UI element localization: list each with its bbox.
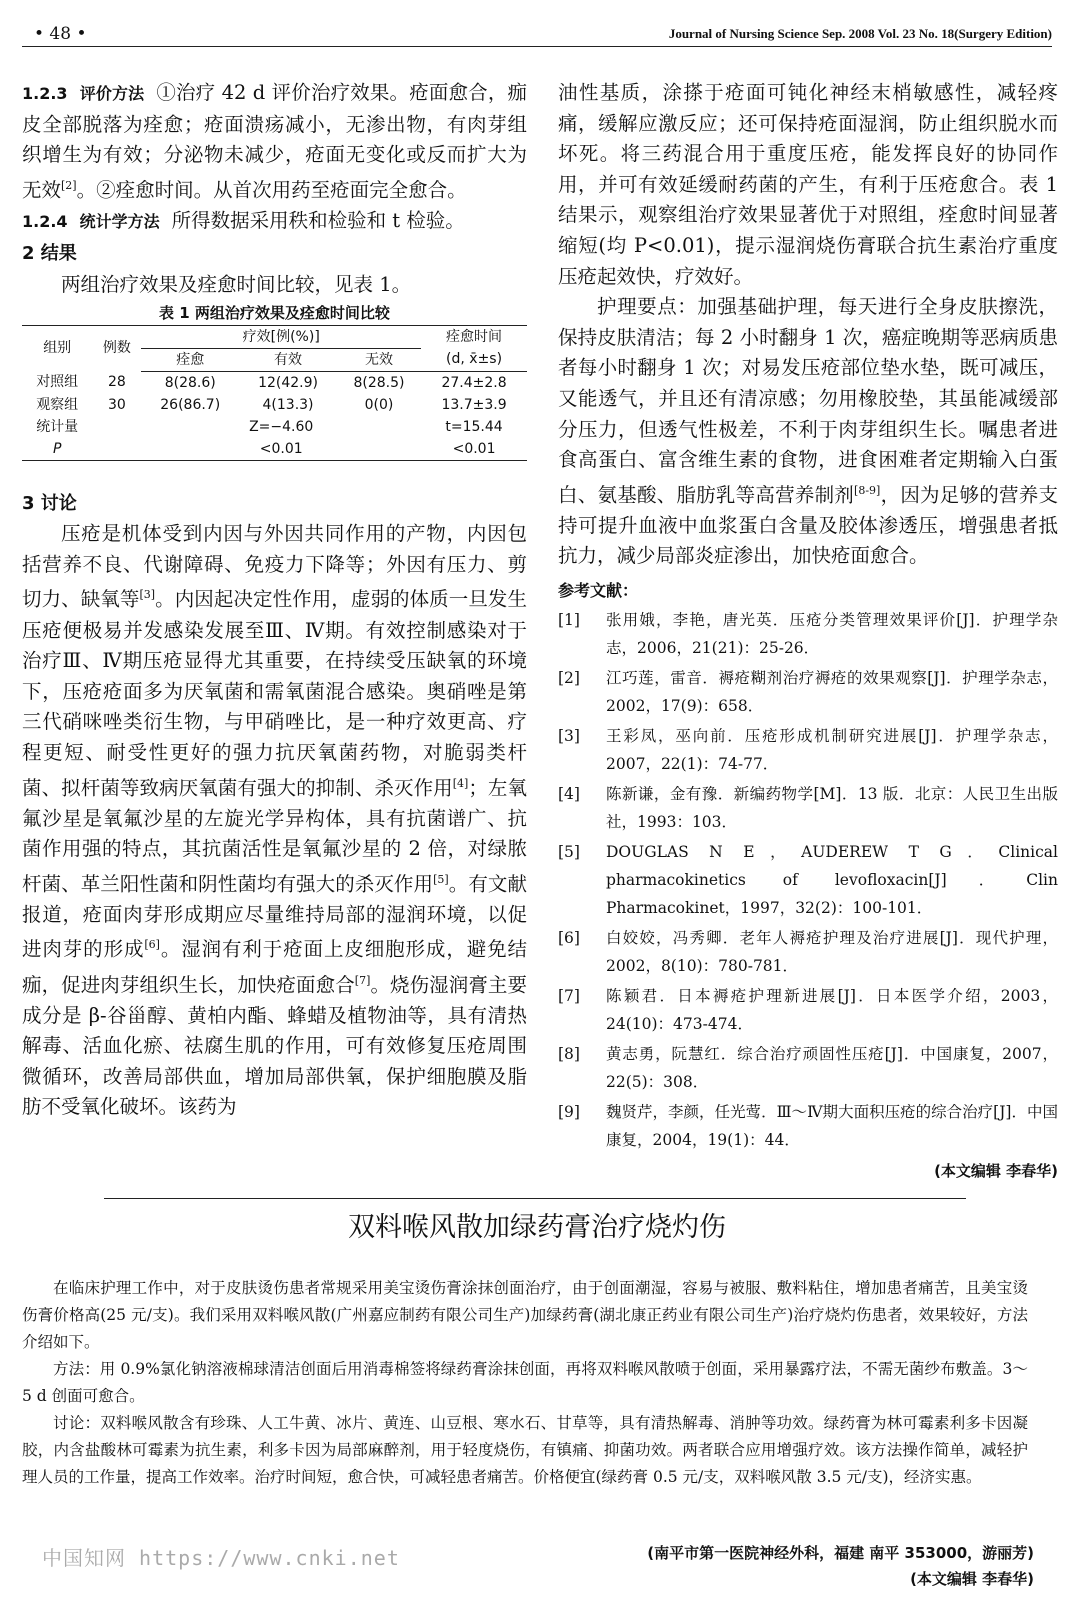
article-editor: (本文编辑 李春华) bbox=[910, 1570, 1034, 1588]
reference-item: [4] 陈新谦，金有豫．新编药物学[M]．13 版．北京：人民卫生出版社，1993：103． bbox=[558, 785, 1058, 831]
section-1-2-3: 1.2.3 评价方法 ①治疗 42 d 评价治疗效果。疮面愈合，痂皮全部脱落为痊愈；疮面溃疡减小，无渗出物，有肉芽组织增生为有效；分泌物未减少，疮面无变化或反而扩大为无效[2]。②痊愈时间。从首次用药至疮面完全愈合。 bbox=[22, 81, 527, 202]
table-caption: 表 1 两组治疗效果及痊愈时间比较 bbox=[159, 303, 390, 322]
article-discussion: 讨论：双料喉风散含有珍珠、人工牛黄、冰片、黄连、山豆根、寒水石、甘草等，具有清热解毒、消肿等功效。绿药膏为林可霉素利多卡因凝胶，内含盐酸林可霉素为抗生素，利多卡因为局部麻醉剂，用于轻度烧伤，有镇痛、抑菌功效。两者联合应用增强疗效。该方法操作简单，减轻护理人员的工作量，提高工作效率。治疗时间短，愈合快，可减轻患者痛苦。价格便宜(绿药膏 0.5 元/支，双料喉风散 3.5 元/支)，经济实惠。 bbox=[22, 1414, 1028, 1486]
short-article bbox=[22, 1275, 1028, 1491]
reference-list bbox=[558, 606, 1058, 1154]
reference-item: [9] 魏贤芹，李颜，任光莺．Ⅲ～Ⅳ期大面积压疮的综合治疗[J]．中国康复，2004，19(1)：44． bbox=[558, 1103, 1058, 1149]
article-signature bbox=[647, 1540, 1034, 1592]
references-heading: 参考文献： bbox=[558, 581, 639, 600]
article-intro: 在临床护理工作中，对于皮肤烫伤患者常规采用美宝烫伤膏涂抹创面治疗，由于创面潮湿，容易与被服、敷料粘住，增加患者痛苦，且美宝烫伤膏价格高(25 元/支)。我们采用双料喉风散(广州嘉应制药有限公司生产)加绿药膏(湖北康正药业有限公司生产)治疗烧灼伤患者，效果较好，方法介绍如下。 bbox=[22, 1279, 1028, 1351]
th-time: 痊愈时间 bbox=[446, 328, 503, 345]
article-title: 双料喉风散加绿药膏治疗烧灼伤 bbox=[348, 1212, 726, 1243]
article-method: 方法：用 0.9%氯化钠溶液棉球清洁创面后用消毒棉签将绿药膏涂抹创面，再将双料喉风散喷于创面，采用暴露疗法，不需无菌纱布敷盖。3～5 d 创面可愈合。 bbox=[22, 1360, 1028, 1405]
section-1-2-4: 1.2.4 统计学方法 所得数据采用秩和检验和 t 检验。 bbox=[22, 208, 465, 232]
th-group: 组别 bbox=[43, 340, 72, 357]
discussion-continued: 油性基质，涂搽于疮面可钝化神经末梢敏感性，减轻疼痛，缓解应激反应；还可保持疮面湿润，防止组织脱水而坏死。将三药混合用于重度压疮，能发挥良好的协同作用，并可有效延缓耐药菌的产生，有利于压疮愈合。表 1 结果示，观察组治疗效果显著优于对照组，痊愈时间显著缩短(均 P<0.01)，提示湿润烧伤膏联合抗生素治疗重度压疮起效快，疗效好。 bbox=[558, 81, 1058, 288]
th-effect: 疗效[例(%)] bbox=[141, 325, 421, 348]
section-2-heading: 2 结果 bbox=[22, 243, 77, 265]
editor-note: (本文编辑 李春华) bbox=[934, 1162, 1058, 1180]
table-row: 观察组 30 26(86.7) 4(13.3) 0(0) 13.7±3.9 bbox=[36, 396, 507, 413]
th-effective: 有效 bbox=[239, 348, 337, 371]
th-cured: 痊愈 bbox=[141, 348, 239, 371]
table-row: 对照组 28 8(28.6) 12(42.9) 8(28.5) 27.4±2.8 bbox=[36, 374, 507, 391]
results-text: 两组治疗效果及痊愈时间比较，见表 1。 bbox=[61, 273, 412, 297]
reference-item: [8] 黄志勇，阮慧红．综合治疗顽固性压疮[J]．中国康复，2007，22(5)：308． bbox=[558, 1045, 1058, 1091]
left-column bbox=[22, 78, 527, 1123]
nursing-points: 护理要点：加强基础护理，每天进行全身皮肤擦洗，保持皮肤清洁；每 2 小时翻身 1 次，癌症晚期等恶病质患者每小时翻身 1 次；对易发压疮部位垫水垫，既可减压，又能透气，并且还有清凉感；勿用橡胶垫，其虽能减缓部分压力，但透气性极差，不利于肉芽组织生长。嘱患者进食高蛋白、富含维生素的食物，进食困难者定期输入白蛋白、氨基酸、脂肪乳等高营养制剂[8-9]，因为足够的营养支持可提升血液中血浆蛋白含量及胶体渗透压，增强患者抵抗力，减少局部炎症渗出，加快疮面愈合。 bbox=[558, 295, 1058, 568]
th-time-unit: (d, x̄±s) bbox=[421, 348, 527, 371]
author-affiliation: (南平市第一医院神经外科，福建 南平 353000，游丽芳) bbox=[647, 1544, 1034, 1562]
cnki-watermark: 中国知网 https://www.cnki.net bbox=[42, 1546, 400, 1570]
reference-item: [3] 王彩凤，巫向前．压疮形成机制研究进展[J]．护理学杂志，2007，22(1)：74-77． bbox=[558, 727, 1058, 773]
article-divider bbox=[104, 1198, 966, 1199]
table-row-stat: 统计量 Z=−4.60 t=15.44 bbox=[36, 418, 503, 435]
page-number: • 48 • bbox=[34, 24, 87, 44]
running-header bbox=[22, 24, 1052, 47]
journal-name: Journal of Nursing Science Sep. 2008 Vol. 23 No. 18(Surgery Edition) bbox=[668, 26, 1052, 41]
table-row-p: P <0.01 <0.01 bbox=[52, 440, 496, 457]
th-none: 无效 bbox=[337, 348, 421, 371]
results-table bbox=[22, 325, 527, 461]
reference-item: [7] 陈颖君．日本褥疮护理新进展[J]．日本医学介绍，2003，24(10)：473-474． bbox=[558, 987, 1058, 1033]
right-column bbox=[558, 78, 1058, 1187]
reference-item: [6] 白姣姣，冯秀卿．老年人褥疮护理及治疗进展[J]．现代护理，2002，8(10)：780-781． bbox=[558, 929, 1058, 975]
section-3-heading: 3 讨论 bbox=[22, 492, 77, 514]
reference-item: [1] 张用娥，李艳，唐光英．压疮分类管理效果评价[J]．护理学杂志，2006，21(21)：25-26． bbox=[558, 611, 1058, 657]
discussion-paragraph: 压疮是机体受到内因与外因共同作用的产物，内因包括营养不良、代谢障碍、免疫力下降等；外因有压力、剪切力、缺氧等[3]。内因起决定性作用，虚弱的体质一旦发生压疮便极易并发感染发展至Ⅲ、Ⅳ期。有效控制感染对于治疗Ⅲ、Ⅳ期压疮显得尤其重要，在持续受压缺氧的环境下，压疮疮面多为厌氧菌和需氧菌混合感染。奥硝唑是第三代硝咪唑类衍生物，与甲硝唑比，是一种疗效更高、疗程更短、耐受性更好的强力抗厌氧菌药物，对脆弱类杆菌、拟杆菌等致病厌氧菌有强大的抑制、杀灭作用[4]；左氧氟沙星是氧氟沙星的左旋光学异构体，具有抗菌谱广、抗菌作用强的特点，其抗菌活性是氧氟沙星的 2 倍，对绿脓杆菌、革兰阳性菌和阴性菌均有强大的杀灭作用[5]。有文献报道，疮面肉芽形成期应尽量维持局部的湿润环境，以促进肉芽的形成[6]。湿润有利于疮面上皮细胞形成，避免结痂，促进肉芽组织生长，加快疮面愈合[7]。烧伤湿润膏主要成分是 β-谷甾醇、黄柏内酯、蜂蜡及植物油等，具有清热解毒、活血化瘀、祛腐生肌的作用，可有效修复压疮周围微循环，改善局部供血，增加局部供氧，保护细胞膜及脂肪不受氧化破坏。该药为 bbox=[22, 522, 527, 1119]
th-n: 例数 bbox=[102, 340, 131, 357]
reference-item: [2] 江巧莲，雷音．褥疮糊剂治疗褥疮的效果观察[J]．护理学杂志，2002，17(9)：658． bbox=[558, 669, 1058, 715]
reference-item: [5] DOUGLAS N E，AUDEREW T G．Clinical pharmacokinetics of levofloxacin[J]．Clin Pharmacokinet，1997，32(2)：100-101． bbox=[558, 843, 1058, 917]
